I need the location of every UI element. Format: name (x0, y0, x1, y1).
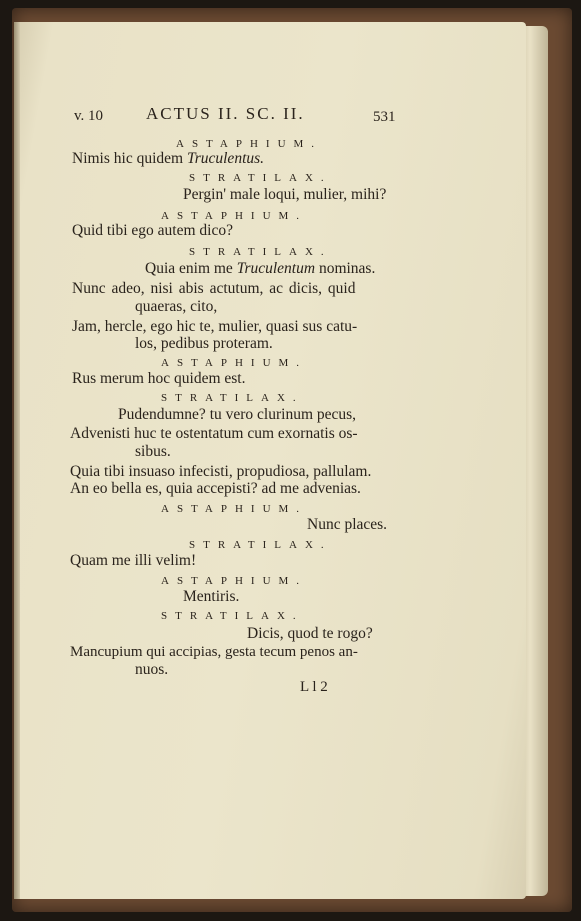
verse-line (247, 625, 373, 643)
line-text: Nunc places. (307, 516, 388, 533)
line-text: nuos. (135, 661, 169, 678)
speaker-stratilax (161, 609, 304, 623)
line-text: STRATILAX. (161, 610, 304, 622)
line-text: Dicis, quod te rogo? (247, 625, 373, 642)
line-text: nominas. (315, 260, 376, 277)
running-title: ACTUS II. SC. II. (146, 104, 305, 123)
speaker-stratilax (189, 245, 332, 259)
line-text: STRATILAX. (189, 172, 332, 184)
verse-line (135, 335, 273, 353)
verse-line (70, 425, 358, 443)
speaker-stratilax (161, 391, 304, 405)
verse-line (70, 643, 358, 661)
line-text: quaeras, cito, (135, 298, 218, 315)
page-number: 531 (373, 109, 396, 125)
line-text: los, pedibus proteram. (135, 335, 273, 352)
line-text: ASTAPHIUM. (161, 575, 308, 587)
line-text: Quia tibi insuaso infecisti, propudiosa, pallulam. (70, 463, 372, 480)
speaker-astaphium (176, 137, 322, 151)
line-text: Mancupium qui accipias, gesta tecum penos an- (70, 644, 358, 660)
line-text: ASTAPHIUM. (161, 503, 308, 515)
page-gutter (14, 22, 20, 899)
verse-line (118, 406, 356, 424)
line-text: ASTAPHIUM. (161, 357, 308, 369)
line-text: ASTAPHIUM. (161, 210, 308, 222)
verse-line (145, 260, 375, 278)
line-text: Quam me illi velim! (70, 552, 197, 569)
line-text: STRATILAX. (161, 392, 304, 404)
line-text: sibus. (135, 443, 171, 460)
verse-line (72, 222, 233, 240)
line-text: Pudendumne? tu vero clurinum pecus, (118, 406, 357, 423)
verse-line (70, 552, 196, 570)
line-text: Quia enim me (145, 260, 237, 277)
speaker-astaphium (161, 209, 307, 223)
verse-line (70, 463, 371, 481)
verse-number: v. 10 (74, 108, 104, 124)
line-text: Pergin' male loqui, mulier, mihi? (183, 186, 387, 203)
verse-line (72, 370, 246, 388)
italic-name: Truculentum (236, 260, 316, 277)
line-text: Quid tibi ego autem dico? (72, 222, 233, 239)
italic-name: Truculentus. (186, 150, 265, 167)
verse-line (135, 661, 168, 679)
speaker-stratilax (189, 171, 332, 185)
line-text: STRATILAX. (189, 246, 332, 258)
speaker-astaphium (161, 574, 307, 588)
line-text: Mentiris. (183, 588, 240, 605)
verse-line (72, 318, 357, 336)
verse-line (72, 280, 355, 298)
line-text: Nunc adeo, nisi abis actutum, ac dicis, quid (72, 280, 356, 297)
speaker-astaphium (161, 502, 307, 516)
line-text: ASTAPHIUM. (176, 138, 323, 150)
verse-line (183, 588, 239, 606)
verse-line (72, 150, 264, 168)
verse-line (307, 516, 387, 534)
line-text: Advenisti huc te ostentatum cum exornatis os- (70, 425, 358, 442)
speaker-astaphium (161, 356, 307, 370)
signature-mark: L l 2 (300, 679, 328, 695)
verse-line (70, 480, 361, 498)
line-text: An eo bella es, quia accepisti? ad me advenias. (70, 480, 361, 497)
verse-line (135, 298, 217, 316)
verse-line (135, 443, 171, 461)
line-text: Jam, hercle, ego hic te, mulier, quasi sus catu- (72, 318, 358, 335)
line-text: STRATILAX. (189, 539, 332, 551)
line-text: Nimis hic quidem (72, 150, 187, 167)
verse-line (183, 186, 386, 204)
speaker-stratilax (189, 538, 332, 552)
line-text: Rus merum hoc quidem est. (72, 370, 246, 387)
